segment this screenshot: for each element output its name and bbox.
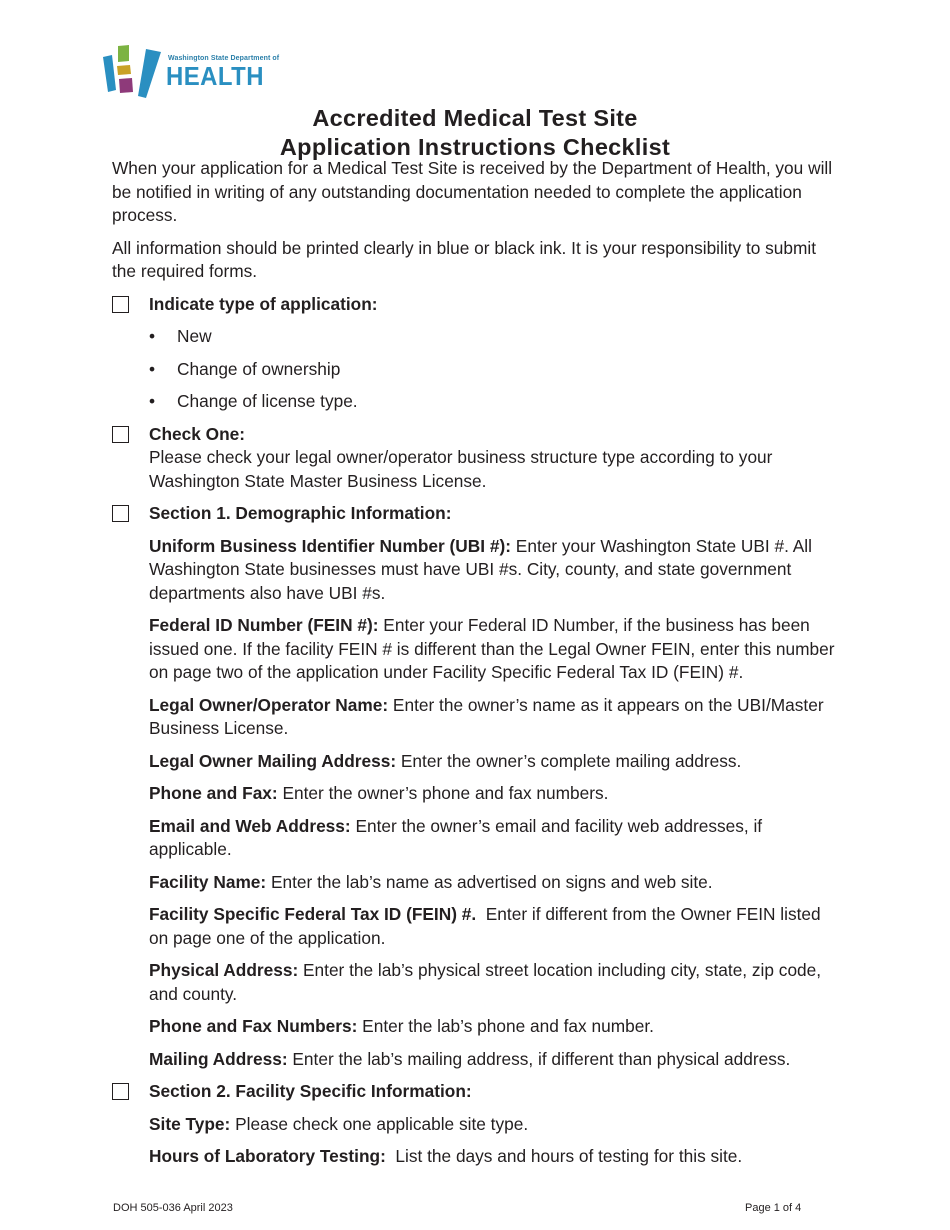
logo-name-text: HEALTH [166, 61, 264, 91]
section-1-field: Facility Name: Enter the lab’s name as advertised on signs and web site. [149, 871, 713, 892]
intro-paragraph: All information should be printed clearly in blue or black ink. It is your responsibility to submit the required forms. [112, 237, 817, 281]
section-1-field: Federal ID Number (FEIN #): Enter your Federal ID Number, if the business has been issued one. If the facility FEIN # is different than the Legal Owner FEIN, enter this number on page two of the application under Facility Specific Federal Tax ID (FEIN) #. [149, 615, 835, 682]
section-1-heading: Section 1. Demographic Information: [149, 503, 452, 523]
document-id: DOH 505-036 April 2023 [113, 1202, 233, 1214]
check-one-checkbox[interactable] [112, 426, 129, 443]
section-1-field: Email and Web Address: Enter the owner’s email and facility web addresses, if applicable. [149, 815, 763, 859]
document-body [112, 157, 842, 1178]
section-2-checkbox[interactable] [112, 1083, 129, 1100]
application-type-options [149, 325, 842, 414]
bullet-icon: • [149, 358, 156, 379]
section-2-field: Hours of Laboratory Testing: List the days and hours of testing for this site. [149, 1146, 743, 1166]
checklist-item-section-2 [112, 1080, 842, 1169]
bullet-icon: • [149, 391, 156, 411]
section-1-field: Uniform Business Identifier Number (UBI #): Enter your Washington State UBI #. All Washington State businesses must have UBI #s. City, county, and state government departments also have UBI #s. [149, 535, 812, 603]
bullet-icon: • [149, 326, 156, 346]
check-one-heading: Check One: [149, 423, 246, 444]
check-one-text: Please check your legal owner/operator business structure type according to your Washington State Master Business License. [149, 447, 773, 491]
section-2-field: Site Type: Please check one applicable site type. [149, 1113, 529, 1134]
list-item: • Change of license type. [149, 390, 842, 414]
section-1-field: Mailing Address: Enter the lab’s mailing address, if different than physical address. [149, 1048, 791, 1069]
section-1-field: Phone and Fax Numbers: Enter the lab’s phone and fax number. [149, 1016, 654, 1036]
application-type-heading: Indicate type of application: [149, 293, 378, 314]
page-subtitle: Application Instructions Checklist [279, 134, 671, 160]
section-1-field: Legal Owner/Operator Name: Enter the owner’s name as it appears on the UBI/Master Business License. [149, 694, 824, 738]
section-1-field: Legal Owner Mailing Address: Enter the owner’s complete mailing address. [149, 750, 742, 771]
checklist-item-application-type [112, 293, 842, 414]
section-1-field: Physical Address: Enter the lab’s physical street location including city, state, zip code, and county. [149, 960, 822, 1004]
application-type-checkbox[interactable] [112, 296, 129, 313]
doh-logo-mark-icon [102, 44, 168, 100]
section-2-heading: Section 2. Facility Specific Information: [149, 1081, 472, 1101]
intro-paragraph: When your application for a Medical Test Site is received by the Department of Health, you will be notified in writing of any outstanding documentation needed to complete the application process. [112, 158, 833, 225]
list-item: • Change of ownership [149, 358, 842, 382]
page-title: Accredited Medical Test Site [312, 105, 638, 131]
checklist-item-check-one [112, 423, 842, 494]
list-item: • New [149, 325, 842, 349]
section-1-field: Phone and Fax: Enter the owner’s phone and fax numbers. [149, 783, 609, 803]
doh-logo [102, 44, 280, 100]
section-1-checkbox[interactable] [112, 505, 129, 522]
logo-org-text: Washington State Department of [168, 55, 280, 62]
checklist-item-section-1 [112, 502, 842, 1071]
page-number: Page 1 of 4 [745, 1202, 802, 1214]
section-1-field: Facility Specific Federal Tax ID (FEIN) #. Enter if different from the Owner FEIN listed on page one of the application. [149, 904, 826, 948]
